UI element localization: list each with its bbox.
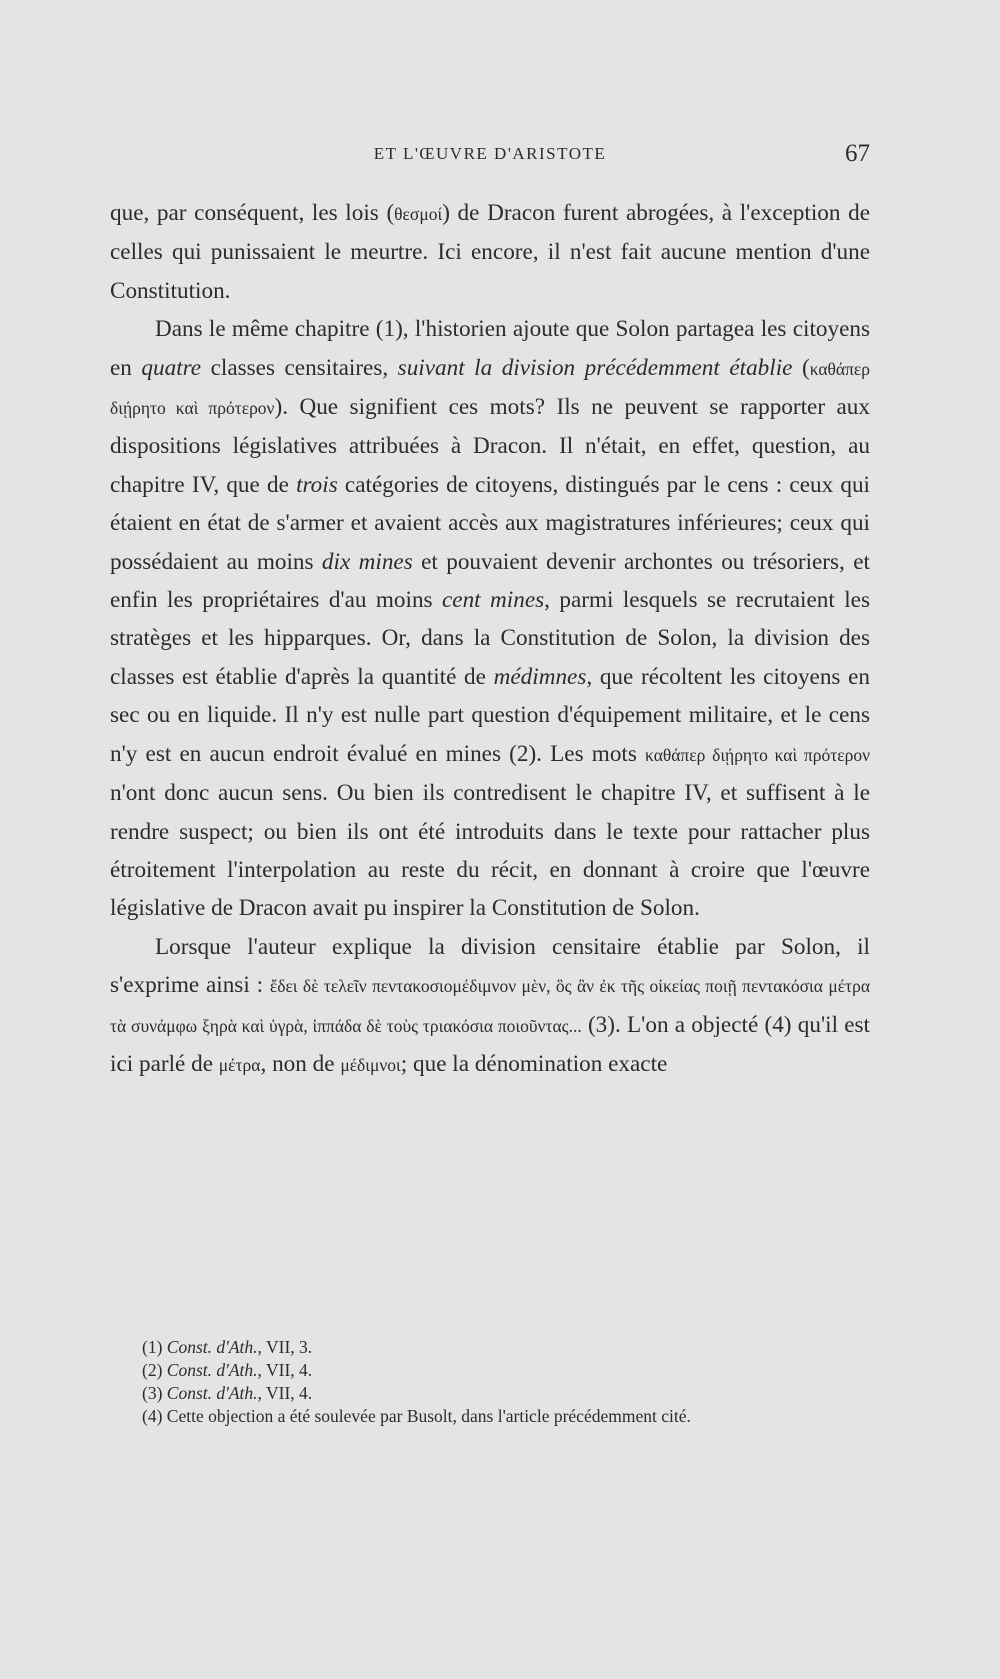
running-head-title: ET L'ŒUVRE D'ARISTOTE — [373, 144, 607, 163]
text-run: catégories de citoyens, distingués par le cens : ceux qui étaient en état de s'armer et avaient accès aux magistratures inférieures; ceux qui possédaient au moins — [110, 471, 870, 575]
greek-quote: καθάπερ διῄρητο καὶ πρότερον — [110, 358, 870, 419]
greek-quote: θεσμοί — [394, 204, 443, 224]
footnote-3 — [110, 1382, 870, 1405]
footnote-number: (1) — [142, 1337, 163, 1357]
greek-quote: μέδιμνοι — [340, 1054, 401, 1075]
footnote-reference: Const. d'Ath. — [166, 1337, 258, 1357]
page-number: 67 — [845, 140, 870, 167]
italic-run: médimnes — [493, 663, 587, 690]
italic-run: trois — [296, 471, 338, 498]
footnote-number: (4) — [142, 1406, 163, 1426]
footnote-1 — [110, 1336, 870, 1359]
italic-run: quatre — [141, 354, 202, 381]
paragraph-1 — [110, 194, 870, 310]
italic-run: dix mines — [321, 548, 413, 575]
text-run: ) de Dracon furent abrogées, à l'exception de celles qui punissaient le meurtre. Ici encore, il n'est fait aucune mention d'une Constitution. — [110, 200, 870, 304]
footnote-reference: Const. d'Ath. — [166, 1360, 258, 1380]
text-run: que, par conséquent, les lois ( — [110, 200, 395, 226]
footnote-reference: Const. d'Ath. — [166, 1383, 258, 1403]
text-run: Lorsque l'auteur explique la division censitaire établie par Solon, il s'exprime ainsi : — [110, 933, 870, 999]
running-head — [110, 140, 870, 170]
footnote-text: Cette objection a été soulevée par Busolt, dans l'article précédemment cité. — [166, 1406, 691, 1426]
text-run: Dans le même chapitre (1), l'historien ajoute que Solon partagea les citoyens en — [110, 316, 870, 381]
greek-quote: καθάπερ διῄρητο καὶ πρότερον — [645, 744, 870, 765]
text-run: ( — [792, 354, 810, 381]
italic-run: cent mines — [442, 587, 545, 614]
text-run: n'ont donc aucun sens. Ou bien ils contredisent le chapitre IV, et suffisent à le rendre suspect; ou bien ils ont été introduits dans le texte pour rattacher plus étroitement l'interpolation au reste du récit, en donnant à croire que l'œuvre législative de Dracon avait pu inspirer la Constitution de Solon. — [110, 780, 870, 922]
paragraph-2 — [110, 310, 870, 928]
text-run: ). Que signifient ces mots? Ils ne peuvent se rapporter aux dispositions législatives attribuées à Dracon. Il n'était, en effet, question, au chapitre IV, que de — [110, 394, 870, 498]
footnote-text: , VII, 3. — [257, 1337, 313, 1357]
footnote-number: (3) — [142, 1383, 163, 1403]
italic-run: suivant la division précédemment établie — [397, 354, 793, 381]
footnote-text: , VII, 4. — [257, 1383, 313, 1403]
footnotes — [110, 1336, 870, 1428]
footnote-text: , VII, 4. — [257, 1360, 313, 1380]
text-run: (3). L'on a objecté (4) qu'il est ici parlé de — [110, 1011, 870, 1077]
footnote-2 — [110, 1359, 870, 1382]
text-run: , non de — [260, 1050, 341, 1077]
text-run: , parmi lesquels se recrutaient les stratèges et les hipparques. Or, dans la Constitution de Solon, la division des classes est établie d'après la quantité de — [110, 587, 870, 690]
footnote-4 — [110, 1405, 870, 1428]
footnote-number: (2) — [142, 1360, 163, 1380]
greek-quote: ἔδει δὲ τελεῖν πεντακοσιομέδιμνον μὲν, ὃς ἂν ἐκ τῆς οἰκείας ποιῇ πεντακόσια μέτρα τὰ συνάμφω ξηρὰ καὶ ὑγρὰ, ἱππάδα δὲ τοὺς τριακόσια ποιοῦντας... — [110, 976, 870, 1036]
text-run: , que récoltent les citoyens en sec ou en liquide. Il n'y est nulle part question d'équipement militaire, et le cens n'y est en aucun endroit évalué en mines (2). Les mots — [110, 663, 870, 767]
greek-quote: μέτρα — [218, 1054, 261, 1075]
paragraph-3 — [110, 928, 870, 1085]
text-run: ; que la dénomination exacte — [400, 1050, 668, 1077]
text-run: et pouvaient devenir archontes ou trésoriers, et enfin les propriétaires d'au moins — [110, 548, 870, 614]
text-run: classes censitaires, — [201, 354, 398, 381]
body-text — [110, 194, 870, 1084]
